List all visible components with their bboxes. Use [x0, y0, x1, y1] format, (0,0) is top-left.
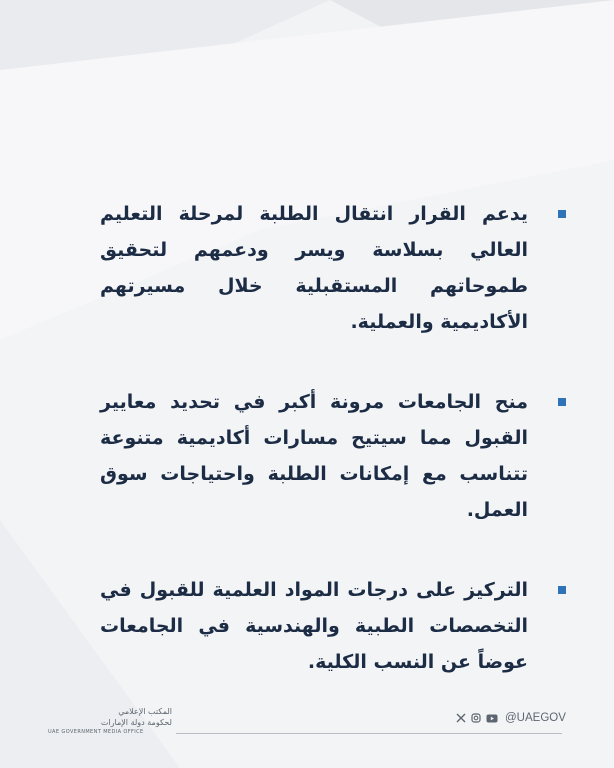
x-icon[interactable]: [456, 713, 466, 723]
logo-arabic-line2: لحكومة دولة الإمارات: [100, 718, 172, 727]
logo-english: UAE GOVERNMENT MEDIA OFFICE: [48, 729, 144, 735]
bullet-text: منح الجامعات مرونة أكبر في تحديد معايير القبول مما سيتيح مسارات أكاديمية متنوعة تتناسب مع إمكانات الطلبة واحتياجات سوق العمل.: [100, 391, 528, 521]
youtube-icon[interactable]: [486, 714, 498, 723]
instagram-icon[interactable]: [471, 713, 481, 723]
social-handle[interactable]: @UAEGOV: [505, 712, 566, 724]
social-links: [456, 712, 566, 724]
list-item: [100, 196, 570, 340]
bullet-marker: [558, 586, 566, 594]
footer-divider: [176, 733, 562, 734]
bullet-text: يدعم القرار انتقال الطلبة لمرحلة التعليم العالي بسلاسة ويسر ودعمهم لتحقيق طموحاتهم المستقبلية خلال مسيرتهم الأكاديمية والعملية.: [100, 203, 528, 333]
bullet-list: [100, 196, 570, 724]
list-item: [100, 572, 570, 680]
media-office-logo: [48, 706, 172, 737]
logo-arabic-line1: المكتب الإعلامي: [118, 707, 172, 716]
bullet-text: التركيز على درجات المواد العلمية للقبول في التخصصات الطبية والهندسية في الجامعات عوضاً عن النسب الكلية.: [100, 579, 528, 673]
bullet-marker: [558, 210, 566, 218]
list-item: [100, 384, 570, 528]
bullet-marker: [558, 398, 566, 406]
